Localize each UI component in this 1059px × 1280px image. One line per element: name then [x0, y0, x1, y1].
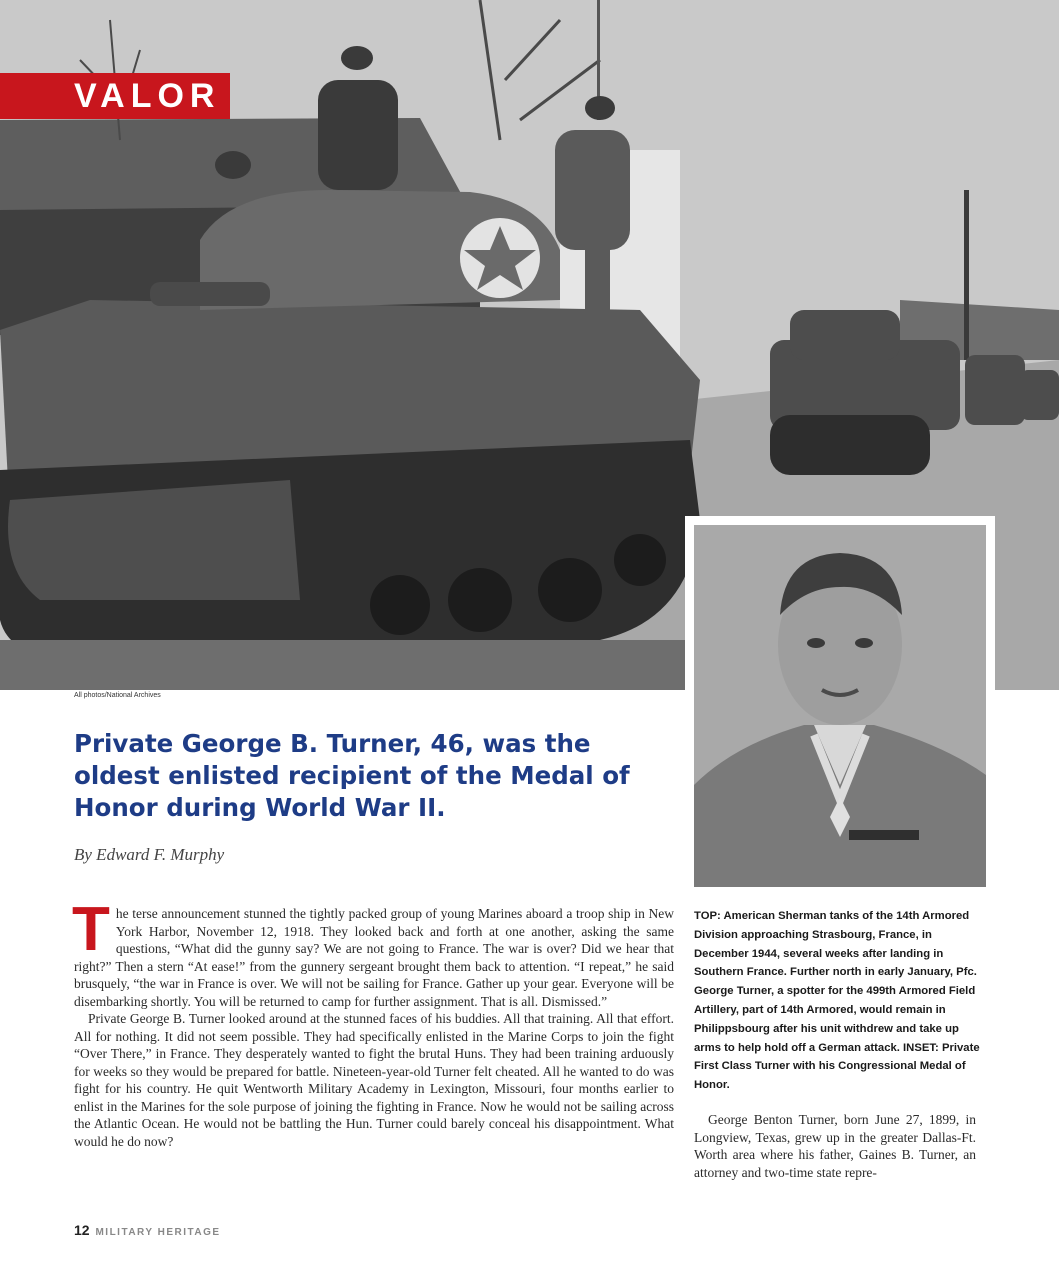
- page-footer: [74, 1222, 221, 1238]
- article-body: [72, 895, 674, 1150]
- section-label: VALOR: [0, 73, 230, 119]
- magazine-name: MILITARY HERITAGE: [95, 1227, 221, 1238]
- photo-caption: TOP: American Sherman tanks of the 14th Armored Division approaching Strasbourg, France, in December 1944, several weeks after landing in Southern France. Further north in early January, Pfc. George Turner, a spotter for the 499th Armored Field Artillery, part of 14th Armored, would remain in Philippsbourg after his unit withdrew and take up arms to help hold off a German attack. INSET: Private First Class Turner with his Congressional Medal of Honor.: [694, 910, 980, 1092]
- article-byline: By Edward F. Murphy: [74, 845, 225, 864]
- page-number: 12: [74, 1222, 90, 1238]
- article-paragraph-3: George Benton Turner, born June 27, 1899, in Longview, Texas, grew up in the greater Dallas-Ft. Worth area where his father, Gaines B. Turner, an attorney and two-time state repre-: [694, 1112, 976, 1180]
- paragraph-1-text: he terse announcement stunned the tightly packed group of young Marines aboard a troop ship in New York Harbor, November 12, 1918. They looked back and forth at one another, asking the same questions, “What did the gunny say? We are not going to France. The war is over? Did we hear that right?” Then a stern “At ease!” from the gunnery sergeant brought them back to attention. “I repeat,” he said brusquely, “the war in France is over. We will not be sailing for France. Gather up your gear. Everyone will be disembarking shortly. You will be returned to camp for further assignment. That is all. Dismissed.”: [74, 906, 674, 1009]
- portrait-illustration: [694, 525, 986, 887]
- article-headline: Private George B. Turner, 46, was the oldest enlisted recipient of the Medal of Honor during World War II.: [74, 729, 630, 822]
- inset-photo-portrait: [694, 525, 986, 887]
- article-paragraph-1: [72, 895, 674, 1010]
- photo-credit: All photos/National Archives: [74, 692, 161, 699]
- article-paragraph-2: Private George B. Turner looked around at the stunned faces of his buddies. All that training. All that effort. All for nothing. It did not seem possible. They had specifically enlisted in the Marine Corps to join the fight “Over There,” in France. They desperately wanted to fight the brutal Huns. They had been training arduously for weeks so they would be prepared for battle. Nineteen-year-old Turner felt cheated. All he wanted to do was fight for his country. He quit Wentworth Military Academy in Lexington, Missouri, four months earlier to enlist in the Marines for the sole purpose of joining the fighting in France. Now he would not be sailing across the Atlantic Ocean. He would not be battling the Hun. Turner could barely conceal his disappointment. What would he do now?: [74, 1011, 674, 1149]
- article-side-column: [694, 1111, 976, 1181]
- drop-cap: T: [72, 895, 110, 964]
